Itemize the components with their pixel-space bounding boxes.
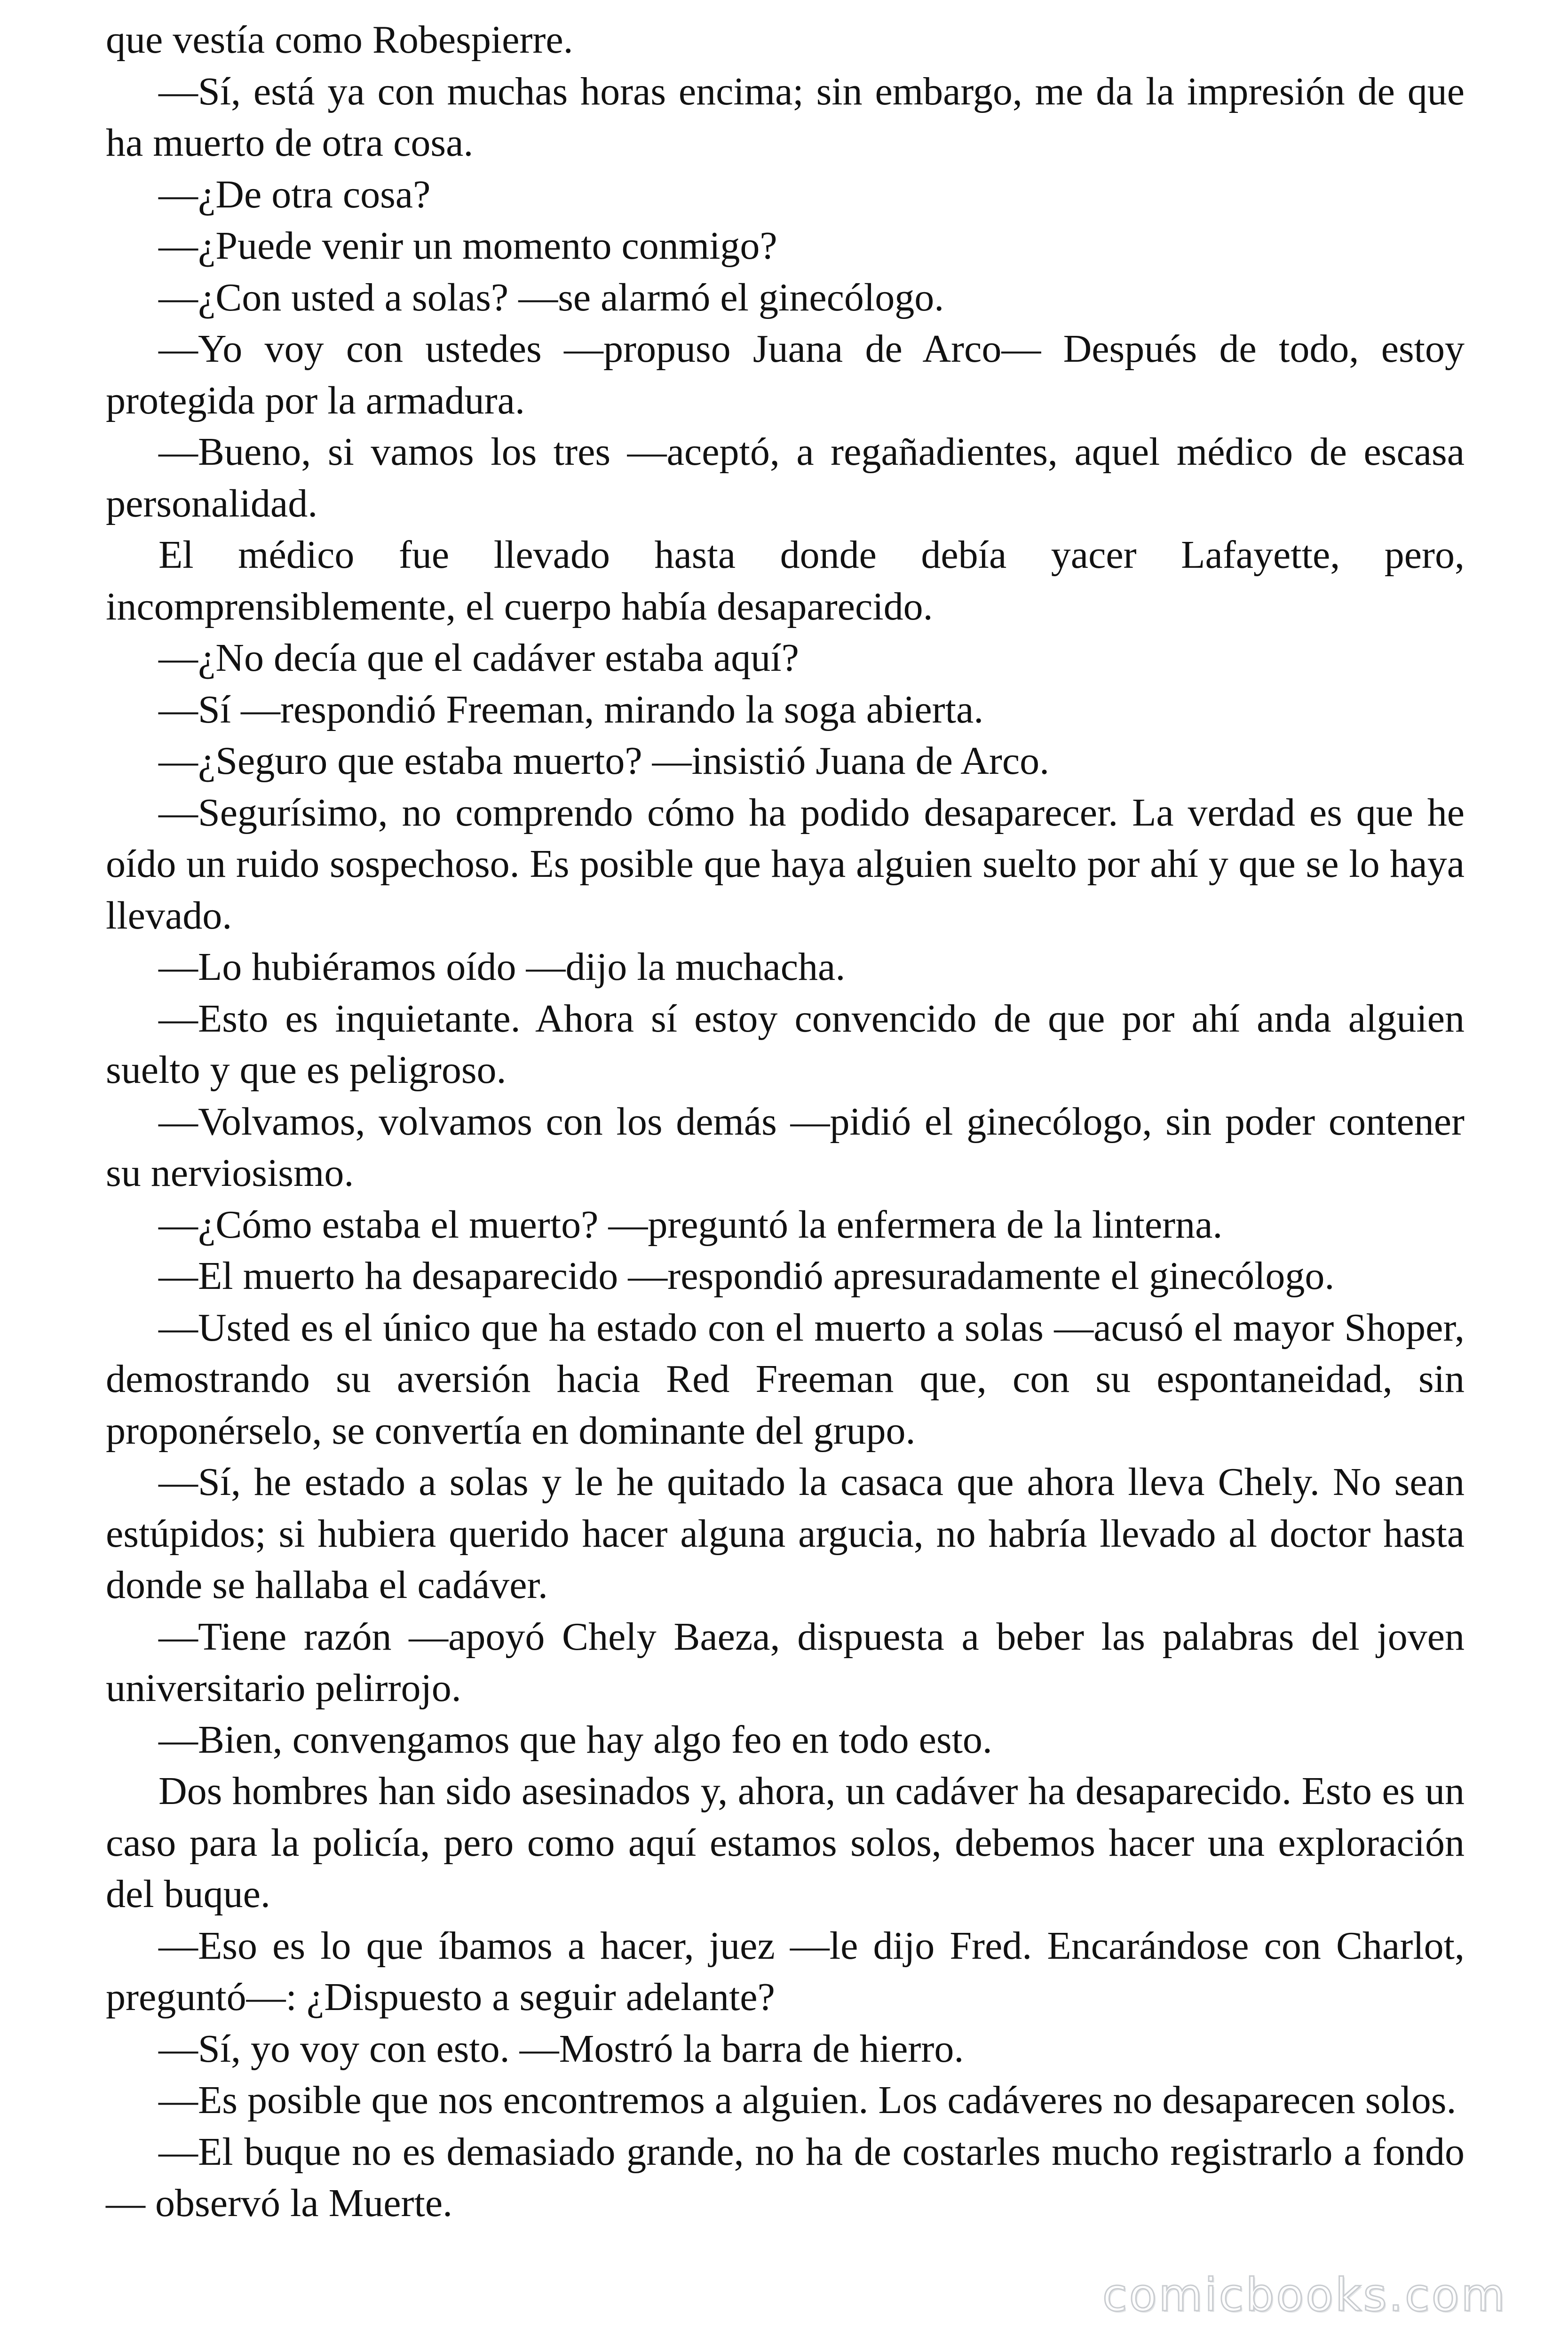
paragraph: —Yo voy con ustedes —propuso Juana de Arco— Después de todo, estoy protegida por la armadura. <box>106 327 1465 422</box>
paragraph: —Tiene razón —apoyó Chely Baeza, dispuesta a beber las palabras del joven universitario pelirrojo. <box>106 1614 1465 1710</box>
paragraph: —El muerto ha desaparecido —respondió apresuradamente el ginecólogo. <box>158 1254 1335 1298</box>
paragraph: —Eso es lo que íbamos a hacer, juez —le dijo Fred. Encarándose con Charlot, preguntó—: ¿Dispuesto a seguir adelante? <box>106 1923 1465 2019</box>
paragraph: —Sí, está ya con muchas horas encima; sin embargo, me da la impresión de que ha muerto de otra cosa. <box>106 69 1465 165</box>
paragraph: —Usted es el único que ha estado con el muerto a solas —acusó el mayor Shoper, demostrando su aversión hacia Red Freeman que, con su espontaneidad, sin proponérselo, se convertía en dominante del grupo. <box>106 1305 1465 1453</box>
paragraph: —¿Seguro que estaba muerto? —insistió Juana de Arco. <box>158 739 1050 783</box>
paragraph: —¿No decía que el cadáver estaba aquí? <box>158 636 799 680</box>
paragraph: —Es posible que nos encontremos a alguien. Los cadáveres no desaparecen solos. <box>158 2078 1457 2122</box>
paragraph: —Lo hubiéramos oído —dijo la muchacha. <box>158 945 846 989</box>
paragraph: El médico fue llevado hasta donde debía yacer Lafayette, pero, incomprensiblemente, el cuerpo había desaparecido. <box>106 533 1465 628</box>
site-watermark: comicbooks.com <box>1102 2269 1507 2321</box>
paragraph: —El buque no es demasiado grande, no ha de costarles mucho registrarlo a fondo — observó la Muerte. <box>106 2130 1465 2225</box>
paragraph: —¿Con usted a solas? —se alarmó el ginecólogo. <box>158 275 944 319</box>
book-page-text <box>106 14 1465 2319</box>
paragraph: —Sí, he estado a solas y le he quitado la casaca que ahora lleva Chely. No sean estúpidos; si hubiera querido hacer alguna argucia, no habría llevado al doctor hasta donde se hallaba el cadáver. <box>106 1460 1465 1607</box>
paragraph: —¿Cómo estaba el muerto? —preguntó la enfermera de la linterna. <box>158 1202 1223 1247</box>
paragraph: —¿Puede venir un momento conmigo? <box>158 224 777 268</box>
paragraph-continuation: que vestía como Robespierre. <box>106 18 573 62</box>
paragraph: —Bien, convengamos que hay algo feo en todo esto. <box>158 1717 992 1762</box>
paragraph: Dos hombres han sido asesinados y, ahora, un cadáver ha desaparecido. Esto es un caso para la policía, pero como aquí estamos solos, debemos hacer una exploración del buque. <box>106 1769 1465 1916</box>
paragraph: —¿De otra cosa? <box>158 172 431 216</box>
paragraph: —Bueno, si vamos los tres —aceptó, a regañadientes, aquel médico de escasa personalidad. <box>106 430 1465 525</box>
paragraph: —Segurísimo, no comprendo cómo ha podido desaparecer. La verdad es que he oído un ruido sospechoso. Es posible que haya alguien suelto por ahí y que se lo haya llevado. <box>106 790 1465 938</box>
paragraph: —Esto es inquietante. Ahora sí estoy convencido de que por ahí anda alguien suelto y que es peligroso. <box>106 996 1465 1092</box>
paragraph: —Sí, yo voy con esto. —Mostró la barra de hierro. <box>158 2026 964 2071</box>
paragraph: —Sí —respondió Freeman, mirando la soga abierta. <box>158 687 984 731</box>
paragraph: —Volvamos, volvamos con los demás —pidió el ginecólogo, sin poder contener su nerviosismo. <box>106 1099 1465 1195</box>
